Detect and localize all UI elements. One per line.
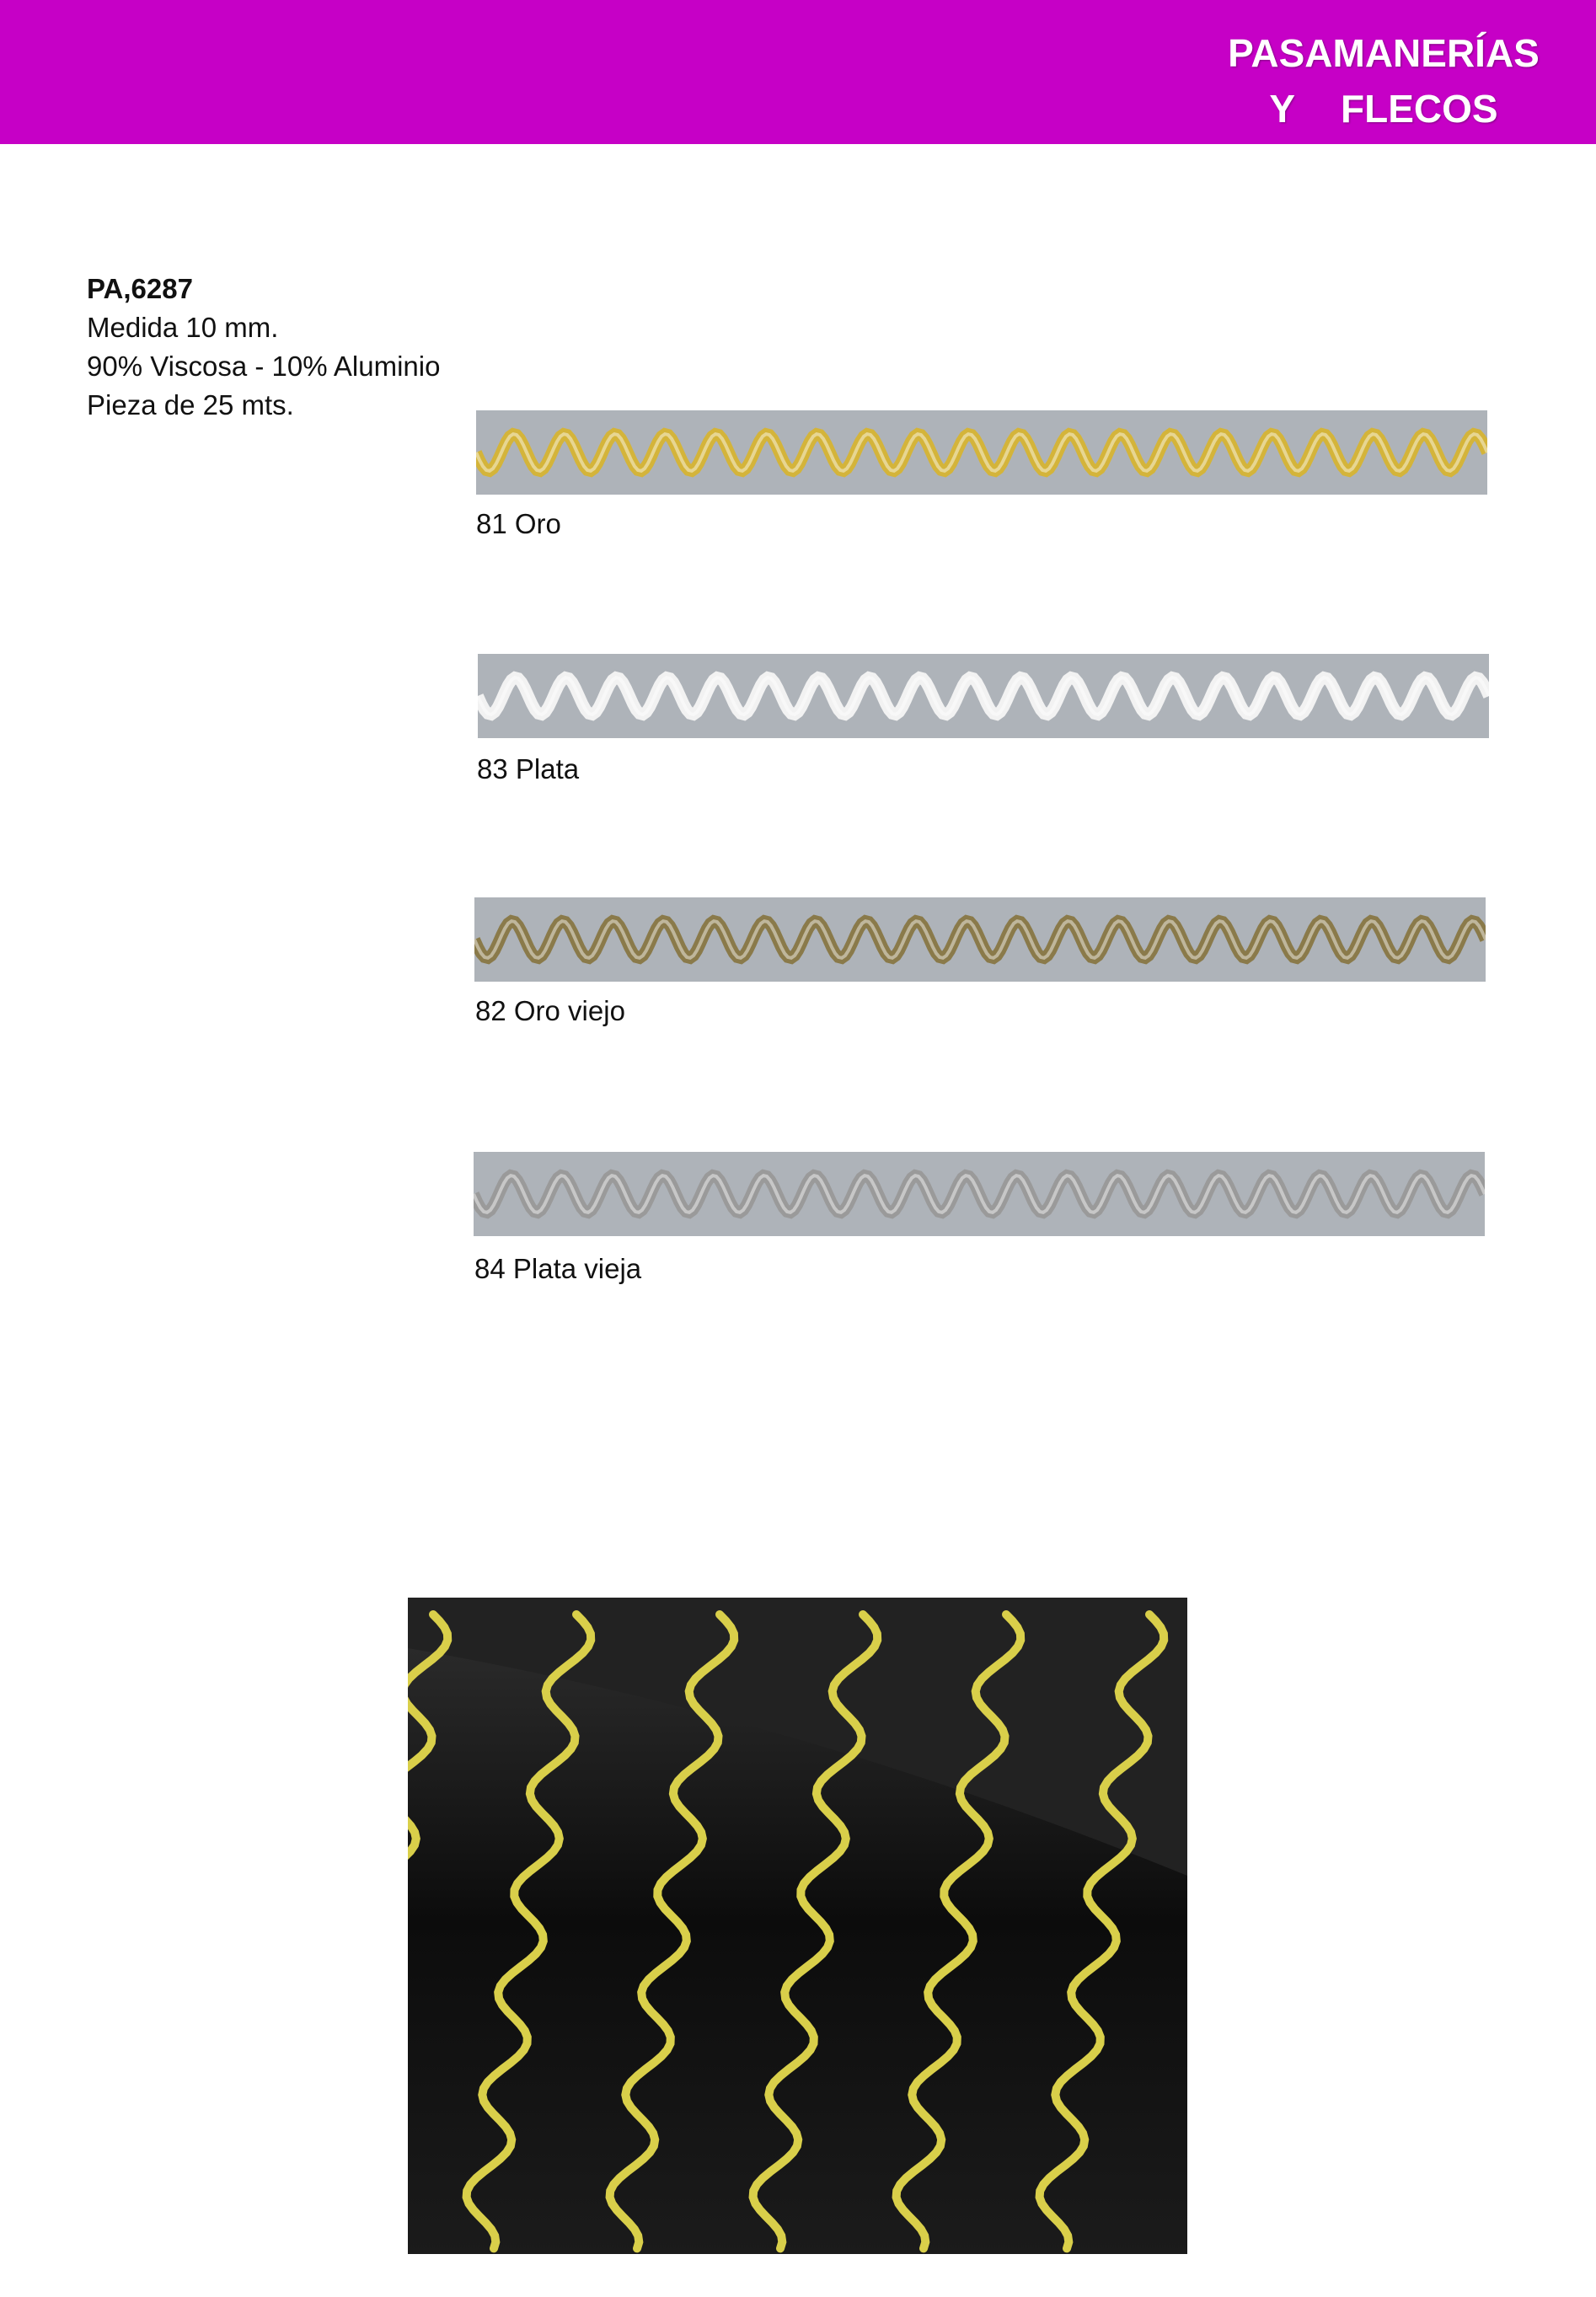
product-piece: Pieza de 25 mts.	[87, 389, 294, 420]
product-size: Medida 10 mm.	[87, 312, 279, 343]
variant-label-oro: 81 Oro	[476, 508, 561, 539]
variant-label-oro-viejo: 82 Oro viejo	[475, 995, 625, 1026]
swatch-plata	[478, 654, 1489, 738]
braid-plata-vieja-image	[474, 1152, 1485, 1236]
braid-plata-image	[478, 654, 1489, 738]
header-bar	[0, 0, 1596, 144]
variant-label-plata: 83 Plata	[477, 753, 580, 784]
header-title-line1: PASAMANERÍAS	[1228, 31, 1540, 75]
variant-label-plata-vieja: 84 Plata vieja	[474, 1253, 642, 1284]
swatch-plata-vieja	[474, 1152, 1485, 1236]
swatch-oro	[476, 410, 1487, 495]
product-code: PA,6287	[87, 273, 193, 304]
product-spec	[87, 270, 440, 425]
product-photo	[408, 1598, 1187, 2254]
braid-oro-viejo-image	[474, 897, 1486, 982]
header-title-line2: Y FLECOS	[1269, 87, 1498, 131]
header-title	[1207, 25, 1561, 137]
braid-oro-image	[476, 410, 1487, 495]
product-composition: 90% Viscosa - 10% Aluminio	[87, 351, 441, 382]
braid-roll-image	[408, 1598, 1187, 2254]
swatch-oro-viejo	[474, 897, 1486, 982]
